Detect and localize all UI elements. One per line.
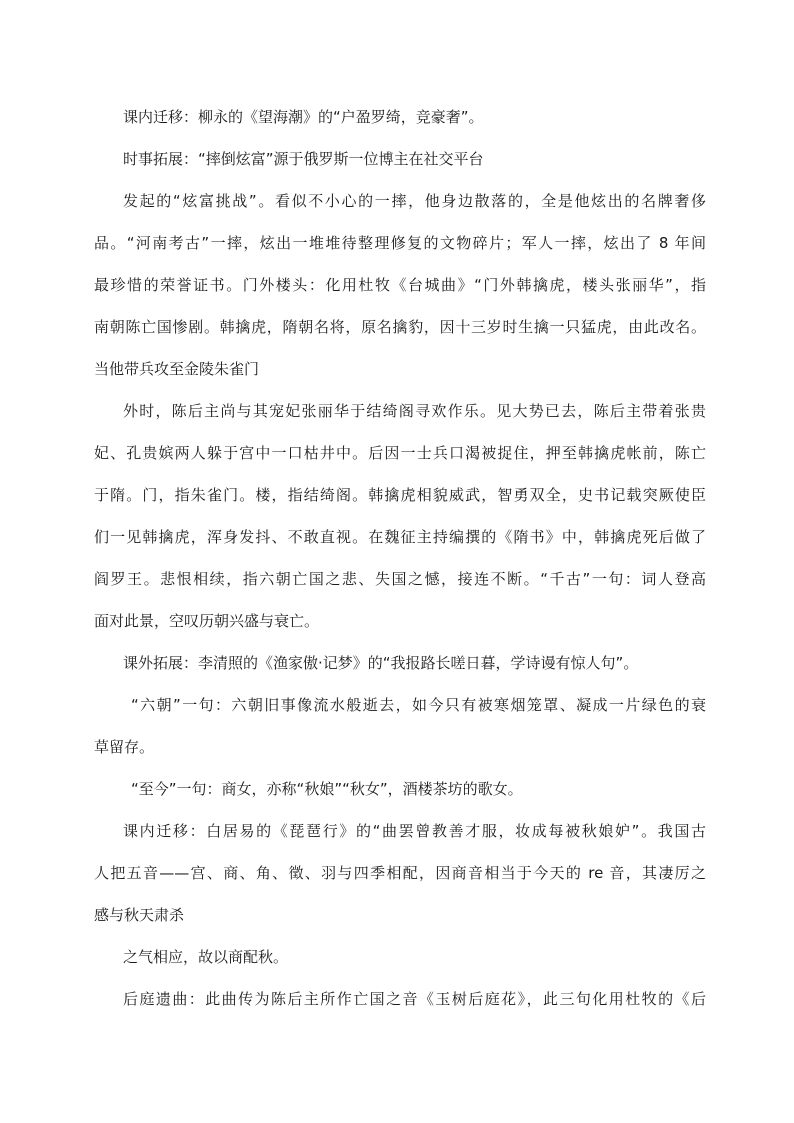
text-line-17: “至今”一句：商女，亦称“秋娘”“秋女”，酒楼茶坊的歌女。 [131,780,523,798]
text-line-2: 时事拓展：“摔倒炫富”源于俄罗斯一位博主在社交平台 [123,150,484,168]
text-line-8: 外时，陈后主尚与其宠妃张丽华于结绮阁寻欢作乐。见大势已去，陈后主带着张贵 [123,402,706,420]
text-line-6: 南朝陈亡国惨剧。韩擒虎，隋朝名将，原名擒豹，因十三岁时生擒一只猛虎，由此改名。 [94,318,706,336]
text-line-19: 人把五音——宫、商、角、徵、羽与四季相配，因商音相当于今天的 re 音，其凄厉之 [94,864,706,882]
text-line-13: 面对此景，空叹历朝兴盛与衰亡。 [94,612,320,630]
text-line-5: 最珍惜的荣誉证书。门外楼头：化用杜牧《台城曲》“门外韩擒虎，楼头张丽华”，指 [94,276,706,294]
text-line-20: 感与秋天肃杀 [94,906,185,924]
text-line-16: 草留存。 [94,738,155,756]
text-line-7: 当他带兵攻至金陵朱雀门 [94,360,260,378]
text-line-11: 们一见韩擒虎，浑身发抖、不敢直视。在魏征主持编撰的《隋书》中，韩擒虎死后做了 [94,528,706,546]
text-line-18: 课内迁移：白居易的《琵琶行》的“曲罢曾教善才服，妆成每被秋娘妒”。我国古 [123,822,706,840]
text-line-10: 于隋。门，指朱雀门。楼，指结绮阁。韩擒虎相貌威武，智勇双全，史书记载突厥使臣 [94,486,706,504]
text-line-9: 妃、孔贵嫔两人躲于宫中一口枯井中。后因一士兵口渴被捉住，押至韩擒虎帐前，陈亡 [94,444,706,462]
text-line-22: 后庭遗曲：此曲传为陈后主所作亡国之音《玉树后庭花》，此三句化用杜牧的《后 [123,990,706,1008]
text-line-14: 课外拓展：李清照的《渔家傲·记梦》的“我报路长嗟日暮，学诗谩有惊人句”。 [123,654,639,672]
text-line-12: 阎罗王。悲恨相续，指六朝亡国之悲、失国之憾，接连不断。“千古”一句：词人登高 [94,570,706,588]
text-line-1: 课内迁移：柳永的《望海潮》的“户盈罗绮，竞豪奢”。 [123,108,484,126]
text-line-21: 之气相应，故以商配秋。 [123,948,289,966]
text-line-4: 品。“河南考古”一摔，炫出一堆堆待整理修复的文物碎片；军人一摔，炫出了 8 年间 [94,234,706,252]
text-line-3: 发起的“炫富挑战”。看似不小心的一摔，他身边散落的，全是他炫出的名牌奢侈 [123,192,706,210]
text-line-15: “六朝”一句：六朝旧事像流水般逝去，如今只有被寒烟笼罩、凝成一片绿色的衰 [131,696,706,714]
